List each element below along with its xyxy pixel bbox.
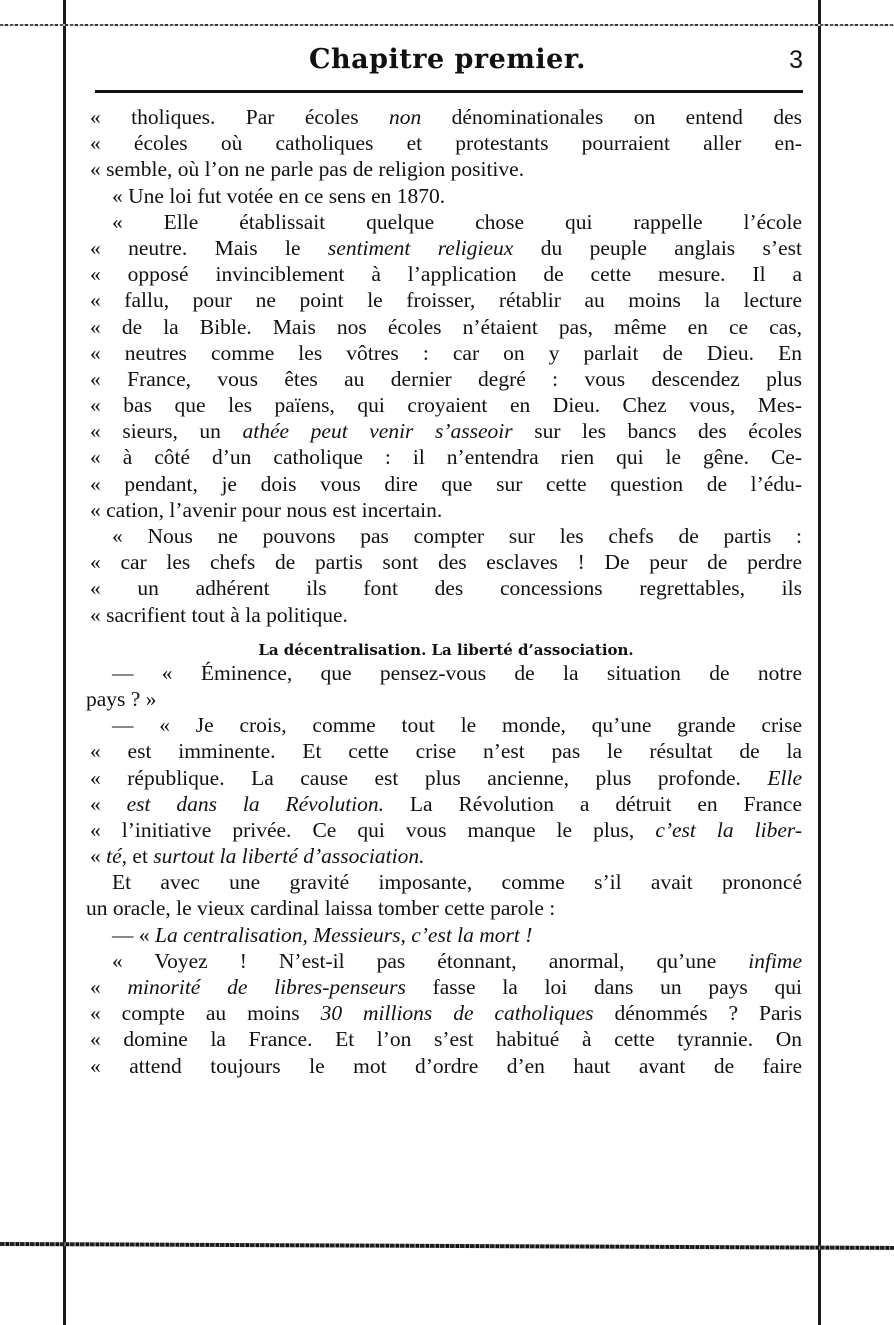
page-border-left bbox=[63, 0, 66, 1325]
text-line: « à côté d’un catholique : il n’entendra rien qui le gêne. Ce- bbox=[90, 445, 802, 470]
scan-edge-top bbox=[0, 24, 894, 26]
text-line: « attend toujours le mot d’ordre d’en haut avant de faire bbox=[90, 1053, 802, 1078]
text-line: « Voyez ! N’est-il pas étonnant, anormal, qu’une infime bbox=[112, 948, 802, 973]
page-border-right bbox=[818, 0, 821, 1325]
text-line: — « La centralisation, Messieurs, c’est la mort ! bbox=[112, 922, 533, 947]
text-line: « écoles où catholiques et protestants pourraient aller en- bbox=[90, 131, 802, 156]
text-line: « Nous ne pouvons pas compter sur les chefs de partis : bbox=[112, 524, 802, 548]
text-line: Et avec une gravité imposante, comme s’il avait prononcé bbox=[112, 870, 802, 895]
text-line: « république. La cause est plus ancienne, plus profonde. Elle bbox=[90, 765, 802, 790]
text-line: « car les chefs de partis sont des esclaves ! De peur de perdre bbox=[90, 550, 802, 575]
text-line: « opposé invinciblement à l’application de cette mesure. Il a bbox=[90, 262, 802, 287]
text-line: « pendant, je dois vous dire que sur cette question de l’édu- bbox=[90, 471, 802, 496]
page-number: 3 bbox=[789, 46, 803, 74]
text-line: « un adhérent ils font des concessions regrettables, ils bbox=[90, 576, 802, 601]
text-line: « de la Bible. Mais nos écoles n’étaient pas, même en ce cas, bbox=[90, 314, 802, 339]
text-line: « Elle établissait quelque chose qui rappelle l’école bbox=[112, 209, 802, 234]
text-line: « neutres comme les vôtres : car on y parlait de Dieu. En bbox=[90, 340, 802, 365]
text-line: — « Je crois, comme tout le monde, qu’une grande crise bbox=[112, 713, 802, 738]
text-line: — « Éminence, que pensez-vous de la situation de notre bbox=[112, 660, 802, 685]
text-line: « Une loi fut votée en ce sens en 1870. bbox=[112, 183, 446, 208]
text-line: « domine la France. Et l’on s’est habitué à cette tyrannie. On bbox=[90, 1027, 802, 1052]
text-line: un oracle, le vieux cardinal laissa tomber cette parole : bbox=[86, 896, 556, 921]
text-line: « compte au moins 30 millions de catholiques dénommés ? Paris bbox=[90, 1001, 802, 1026]
header-rule bbox=[95, 90, 803, 93]
body-text bbox=[86, 104, 803, 1079]
text-line: « est imminente. Et cette crise n’est pas le résultat de la bbox=[90, 739, 802, 764]
section-subheading: La décentralisation. La liberté d’association. bbox=[258, 640, 634, 659]
text-line: « semble, où l’on ne parle pas de religion positive. bbox=[90, 157, 525, 182]
text-line: « cation, l’avenir pour nous est incertain. bbox=[90, 497, 443, 522]
text-line: pays ? » bbox=[86, 686, 157, 711]
text-line: « France, vous êtes au dernier degré : vous descendez plus bbox=[90, 366, 802, 391]
text-line: « fallu, pour ne point le froisser, rétablir au moins la lecture bbox=[90, 288, 802, 313]
text-line: « té, et surtout la liberté d’association. bbox=[90, 844, 425, 869]
text-line: « est dans la Révolution. La Révolution a détruit en France bbox=[90, 791, 803, 816]
text-line: « sacrifient tout à la politique. bbox=[90, 602, 348, 627]
text-line: « l’initiative privée. Ce qui vous manque le plus, c’est la liber- bbox=[90, 817, 802, 842]
text-line: « tholiques. Par écoles non dénominationales on entend des bbox=[90, 105, 802, 129]
text-line: « neutre. Mais le sentiment religieux du peuple anglais s’est bbox=[90, 235, 802, 260]
page-bottom-rule bbox=[0, 1242, 894, 1250]
chapter-title: Chapitre premier. bbox=[309, 44, 586, 75]
running-header bbox=[90, 40, 805, 84]
text-line: « sieurs, un athée peut venir s’asseoir sur les bancs des écoles bbox=[90, 419, 802, 444]
text-line: « bas que les païens, qui croyaient en Dieu. Chez vous, Mes- bbox=[90, 393, 802, 418]
text-line: « minorité de libres-penseurs fasse la loi dans un pays qui bbox=[90, 975, 802, 999]
